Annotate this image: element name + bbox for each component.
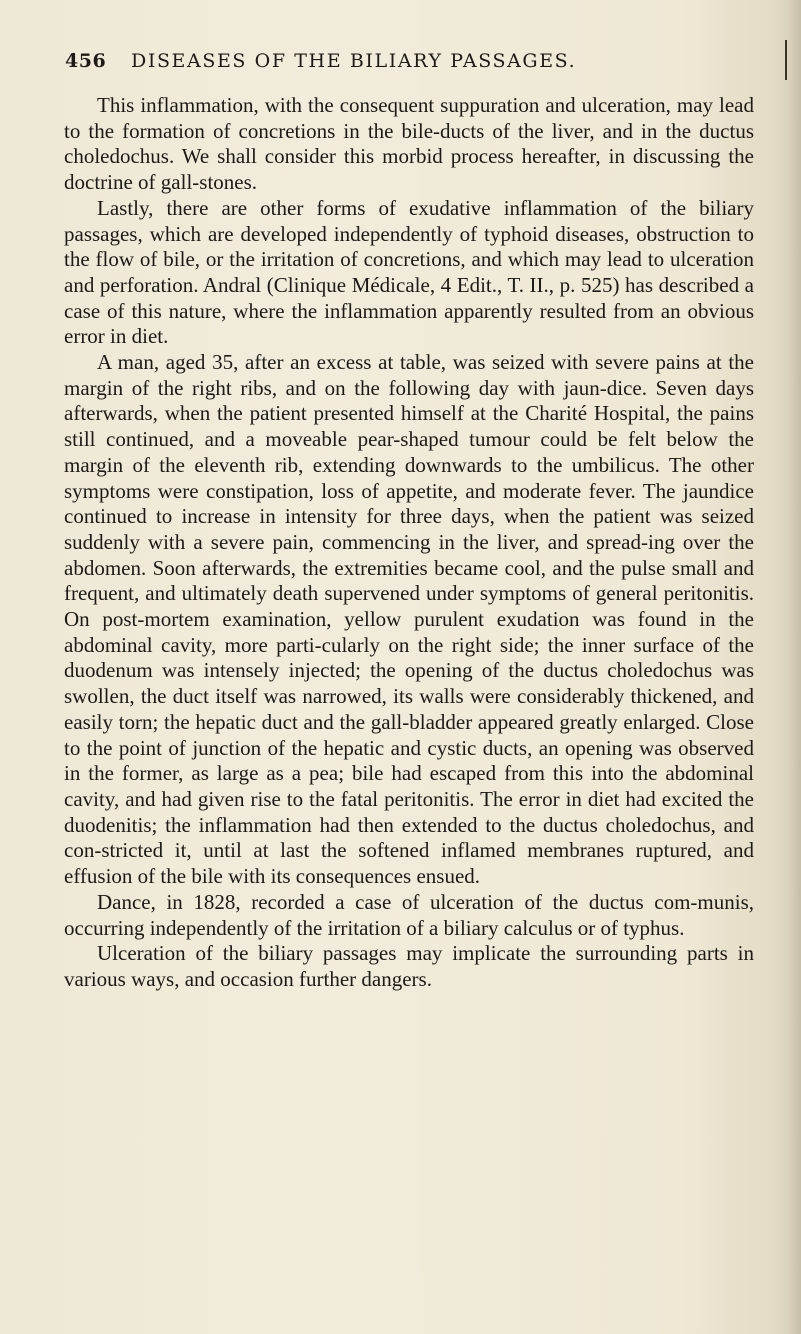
body-text <box>64 93 754 993</box>
page-number: 456 <box>65 50 107 72</box>
paragraph-4: Dance, in 1828, recorded a case of ulceration of the ductus com-munis, occurring independently of the irritation of a biliary calculus or of typhus. <box>64 889 754 940</box>
paragraph-5: Ulceration of the biliary passages may implicate the surrounding parts in various ways, and occasion further dangers. <box>64 941 754 991</box>
paragraph-2: Lastly, there are other forms of exudative inflammation of the biliary passages, which are developed independently of typhoid diseases, obstruction to the flow of bile, or the irritation of concretions, and which may lead to ulceration and perforation. Andral (Clinique Médicale, 4 Edit., T. II., p. 525) has described a case of this nature, where the inflammation apparently resulted from an obvious error in diet. <box>64 195 754 349</box>
paragraph-1: This inflammation, with the consequent suppuration and ulceration, may lead to the formation of concretions in the bile-ducts of the liver, and in the ductus choledochus. We shall consider this morbid process hereafter, in discussing the doctrine of gall-stones. <box>64 93 754 195</box>
paragraph-3: A man, aged 35, after an excess at table, was seized with severe pains at the margin of the right ribs, and on the following day with jaun-dice. Seven days afterwards, when the patient presented himself at the Charité Hospital, the pains still continued, and a moveable pear-shaped tumour could be felt below the margin of the eleventh rib, extending downwards to the umbilicus. The other symptoms were constipation, loss of appetite, and moderate fever. The jaundice continued to increase in intensity for three days, when the patient was seized suddenly with a severe pain, commencing in the liver, and spread-ing over the abdomen. Soon afterwards, the extremities became cool, and the pulse small and frequent, and ultimately death supervened under symptoms of general peritonitis. On post-mortem examination, yellow purulent exudation was found in the abdominal cavity, more parti-cularly on the right side; the inner surface of the duodenum was intensely injected; the opening of the ductus choledochus was swollen, the duct itself was narrowed, its walls were considerably thickened, and easily torn; the hepatic duct and the gall-bladder appeared greatly enlarged. Close to the point of junction of the hepatic and cystic ducts, an opening was observed in the former, as large as a pea; bile had escaped from this into the abdominal cavity, and had given rise to the fatal peritonitis. The error in diet had excited the duodenitis; the inflammation had then extended to the ductus choledochus, and con-stricted it, until at last the softened inflamed membranes ruptured, and effusion of the bile with its consequences ensued. <box>64 350 754 889</box>
running-head: DISEASES OF THE BILIARY PASSAGES. <box>131 50 577 72</box>
page-edge-mark <box>785 40 787 80</box>
page-edge-shadow <box>787 0 801 1334</box>
page-header <box>65 50 751 78</box>
